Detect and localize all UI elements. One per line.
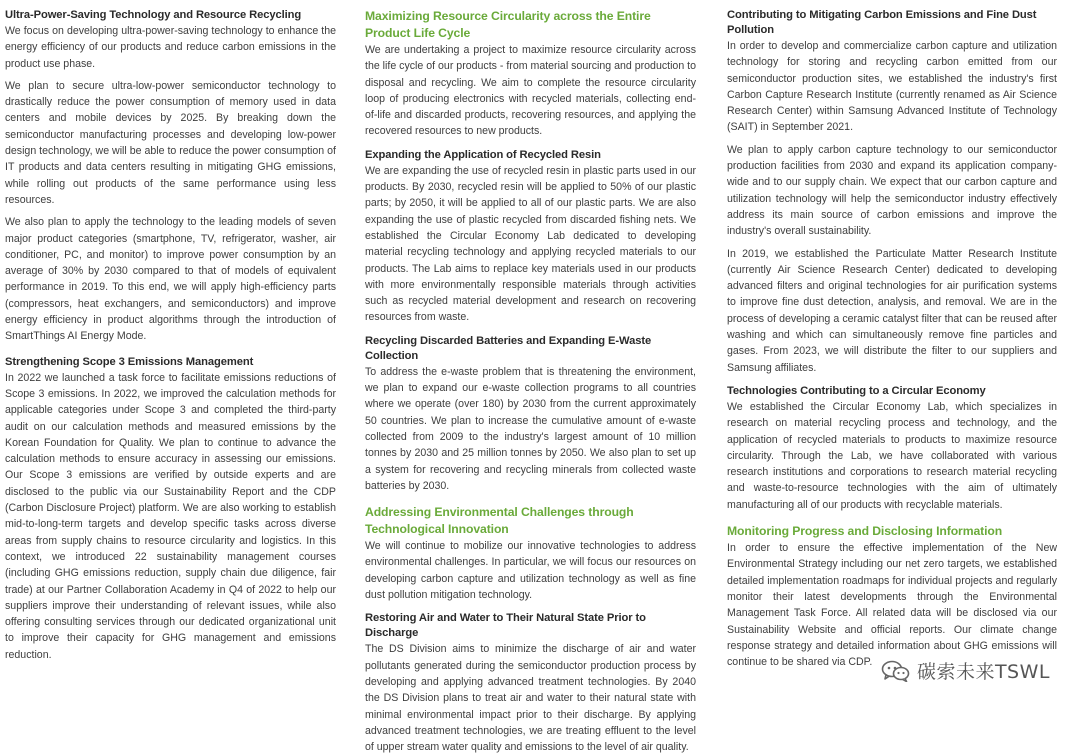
- body-paragraph: We plan to secure ultra-low-power semiconductor technology to drastically reduce the power consumption of memory used in data centers and mobile devices by 2025. By breaking down the semiconductor manufacturing processes and developing low-power design technology, we will be able to reduce the power consumption of IT products and data centers resulting in mitigating GHG emissions, while rolling out products of the same performance using less resources.: [5, 79, 336, 206]
- section-heading: Contributing to Mitigating Carbon Emissions and Fine Dust Pollution: [727, 9, 1037, 36]
- body-paragraph: We are undertaking a project to maximize resource circularity across the life cycle of our products - from material sourcing and production to disposal and recycling. We aim to complete the resource circularity loop of producing electronics with recycled materials, collecting end-of-life and discarded products, recovering resources, and applying the recovered resources to new products.: [365, 44, 696, 138]
- body-paragraph: To address the e-waste problem that is threatening the environment, we plan to expand our e-waste collection programs to all countries where we operate (over 180) by 2030 from the current approximately 50 countries. We plan to increase the cumulative amount of e-waste collected from 2009 to the industry's largest amount of 10 million tonnes by 2030 and 25 million tonnes by 2050. We also plan to set up a system for recovering and recycling minerals from collected waste batteries by 2030.: [365, 365, 696, 492]
- body-paragraph: In order to develop and commercialize carbon capture and utilization technology for storing and recycling carbon emitted from our semiconductor production sites, we established the industry's first Carbon Capture Research Institute (currently renamed as Air Science Research Center) within Samsung Advanced Institute of Technology (SAIT) in September 2021.: [727, 40, 1057, 134]
- section-heading-green: Maximizing Resource Circularity across the Entire Product Life Cycle: [365, 9, 651, 40]
- body-paragraph: In 2022 we launched a task force to facilitate emissions reductions of Scope 3 emissions. In 2022, we improved the calculation methods for applicable categories under Scope 3 and completed the third-party audit on our calculation methods and measured emissions by the Korean Foundation for Quality. We plan to continue to advance the calculation methods to ensure accuracy in assessing our emissions. Our Scope 3 emissions are verified by outside experts and are disclosed to the public via our Sustainability Report and the CDP (Carbon Disclosure Project) platform. We are also working to establish mid-to-long-term targets and develop specific tasks across diverse areas from supply chains to resource circularity and logistics. In this context, we introduced 22 sustainability management courses (including GHG emissions reduction, supply chain due diligence, fair trade) at our Partner Collaboration Academy in Q4 of 2022 to help our suppliers improve their understanding of relevant issues, while also offering consulting services through our dedicated organizational unit to improve their capacity for GHG management and emissions reduction.: [5, 371, 336, 661]
- body-paragraph: We also plan to apply the technology to the leading models of seven major product categories (smartphone, TV, refrigerator, washer, air conditioner, PC, and monitor) to improve power consumption by an average of 30% by 2030 compared to that of models of equivalent performance in 2019. To this end, we will apply high-efficiency parts (compressors, heat exchangers, and semiconductors) and improve energy efficiency in product algorithms through the introduction of SmartThings AI Energy Mode.: [5, 216, 336, 343]
- section-heading: Expanding the Application of Recycled Resin: [365, 148, 601, 161]
- body-paragraph: In order to ensure the effective implementation of the New Environmental Strategy including our net zero targets, we established detailed implementation roadmaps for individual projects and regularly monitor their latest developments through the Environmental Management Task Force. All related data will be disclosed via our Sustainability Website and official reports. Our climate change response strategy and detailed information about GHG emissions will continue to be shared via CDP.: [727, 542, 1057, 669]
- column-left: [5, 8, 336, 663]
- body-paragraph: We plan to apply carbon capture technology to our semiconductor production facilities from 2030 and expand its application company-wide and to our supply chain. We expect that our carbon capture and utilization technology will help the semiconductor industry effectively address its main source of carbon emissions and improve the industry's overall sustainability.: [727, 143, 1057, 238]
- section-heading: Strengthening Scope 3 Emissions Management: [5, 355, 254, 368]
- section-heading-green: Addressing Environmental Challenges through Technological Innovation: [365, 505, 634, 537]
- column-middle: [365, 8, 696, 755]
- body-paragraph: We established the Circular Economy Lab, which specializes in research on material recycling process and technology, and the application of recycled materials to products to maximize resource circularity. Through the Lab, we have collaborated with various research institutions and corporations to research material recycling and waste-to-resource technologies with the aim of ultimately manufacturing all of our products with recyclable materials.: [727, 400, 1057, 511]
- section-heading: Recycling Discarded Batteries and Expanding E-Waste Collection: [365, 334, 652, 362]
- section-heading: Restoring Air and Water to Their Natural State Prior to Discharge: [365, 612, 646, 640]
- body-paragraph: The DS Division aims to minimize the discharge of air and water pollutants generated during the semiconductor production process by developing and applying advanced treatment technologies. By 2040 the DS Division plans to treat air and water to their natural state with minimal environmental impact prior to their discharge. By applying advanced treatment technologies, we are treating effluent to the level of upper stream water quality and emissions to the level of air quality.: [365, 643, 696, 754]
- column-right: [727, 8, 1057, 670]
- section-heading-green: Monitoring Progress and Disclosing Information: [727, 524, 1003, 539]
- body-paragraph: We will continue to mobilize our innovative technologies to address environmental challenges. In particular, we will focus our resources on developing carbon capture and utilization technology as well as fine dust pollution mitigation technology.: [365, 540, 696, 602]
- watermark: [879, 656, 1054, 685]
- body-paragraph: In 2019, we established the Particulate Matter Research Institute (currently Air Science Research Center) dedicated to developing advanced filters and original technologies for air purification systems to improve fine dust detection, analysis, and removal. We are in the process of developing a ceramic catalyst filter that can be reused after washing and which can simultaneously remove fine particles and gases. From 2023, we will distribute the filter to our suppliers and Samsung affiliates.: [727, 247, 1057, 374]
- body-paragraph: We are expanding the use of recycled resin in plastic parts used in our products. By 2030, recycled resin will be applied to 50% of our plastic parts; by 2050, it will be applied to all of our plastic parts. We are also expanding the use of plastic recycled from discarded fishing nets. We established the Circular Economy Lab dedicated to developing material recycling technology and applying recycled materials to our products. The Lab aims to replace key materials used in our products with more environmentally responsible materials through activities such as recycled material development and research on recovering resources from waste.: [365, 164, 696, 324]
- body-paragraph: We focus on developing ultra-power-saving technology to enhance the energy efficiency of our products and reduce carbon emissions in the product use phase.: [5, 25, 336, 70]
- section-heading: Technologies Contributing to a Circular Economy: [727, 384, 986, 397]
- wechat-logo-icon: [881, 660, 911, 682]
- watermark-text: 碳索未来TSWL: [916, 661, 1050, 683]
- section-heading: Ultra-Power-Saving Technology and Resource Recycling: [5, 9, 302, 21]
